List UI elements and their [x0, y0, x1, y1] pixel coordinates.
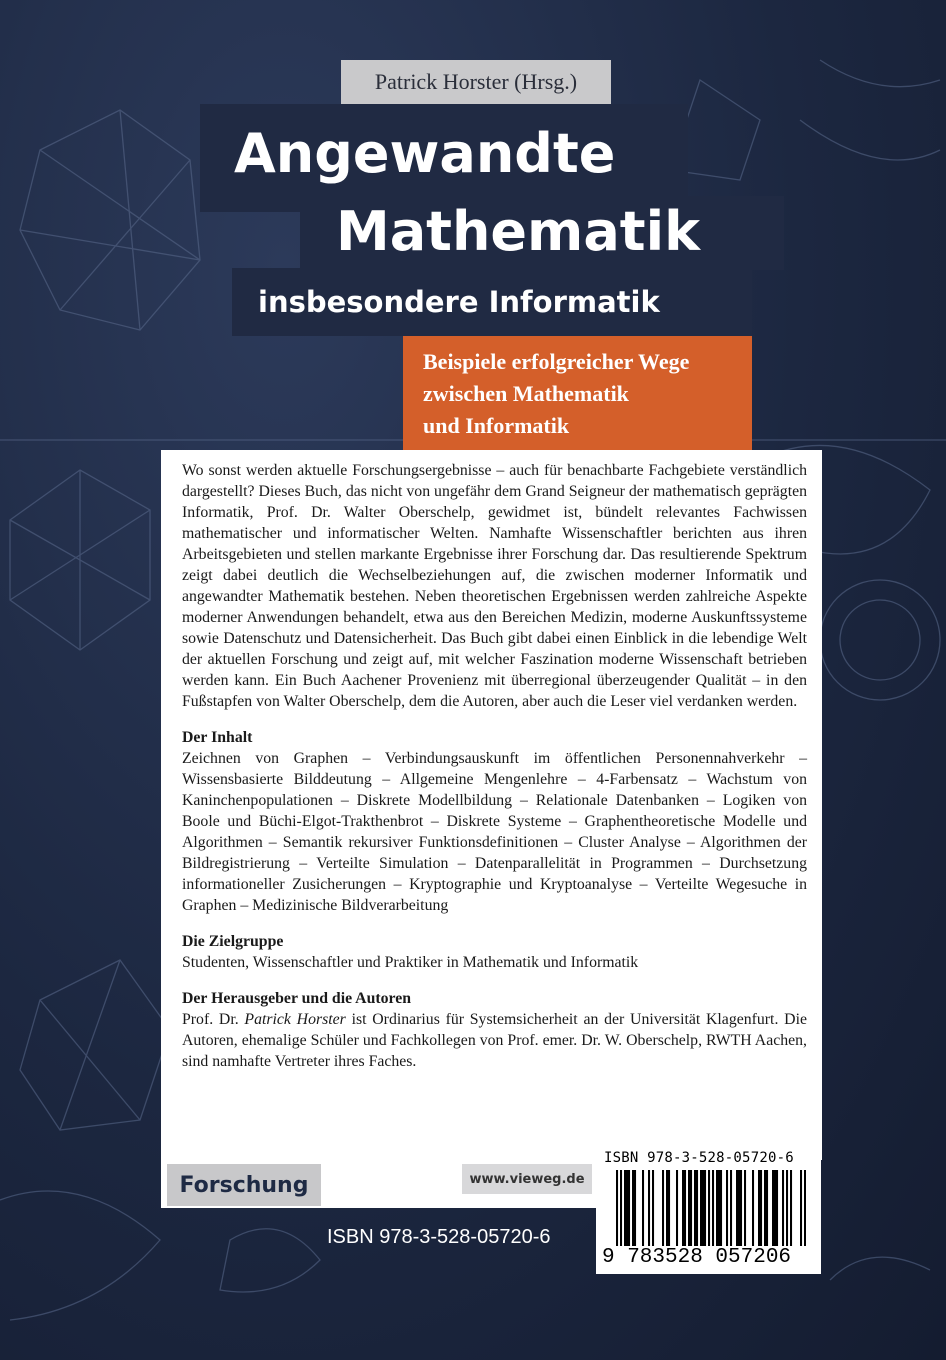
barcode-bar — [682, 1170, 684, 1246]
barcode-bar — [800, 1170, 802, 1246]
publisher-website: www.vieweg.de — [462, 1164, 592, 1194]
barcode-bar — [708, 1170, 710, 1246]
barcode-isbn-text: ISBN 978-3-528-05720-6 — [604, 1150, 794, 1166]
barcode-bar — [632, 1170, 634, 1246]
barcode-bar — [716, 1170, 718, 1246]
barcode-bar — [662, 1170, 664, 1246]
barcode-bar — [694, 1170, 696, 1246]
barcode-bar — [744, 1170, 746, 1246]
barcode-bar — [736, 1170, 738, 1246]
editor-heading: Der Herausgeber und die Autoren — [182, 990, 412, 1007]
barcode-bar — [774, 1170, 776, 1246]
barcode-bar — [782, 1170, 784, 1246]
tagline-line-2: zwischen Mathematik — [423, 381, 629, 406]
barcode-bar — [776, 1170, 778, 1246]
author-label: Patrick Horster (Hrsg.) — [341, 60, 611, 104]
barcode-bar — [704, 1170, 706, 1246]
barcode-bar — [624, 1170, 626, 1246]
barcode-digits: 9 783528 057206 — [602, 1246, 792, 1269]
barcode-bar — [752, 1170, 754, 1246]
barcode-bar — [696, 1170, 698, 1246]
barcode-bar — [634, 1170, 636, 1246]
book-subtitle: insbesondere Informatik — [258, 285, 660, 319]
book-title-line-2: Mathematik — [336, 200, 700, 263]
barcode-bar — [684, 1170, 686, 1246]
barcode-bar — [804, 1170, 806, 1246]
contents-text: Zeichnen von Graphen – Verbindungsauskunft im öffentlichen Personennahverkehr – Wissensbasierte Bilddeutung – Allgemeine Mengenlehre – 4-Farbensatz – Wachstum von Kaninchenpopulationen – Diskrete Modellbildung – Relationale Datenbanken – Logiken von Boole und Büchi-Elgot-Trakthenbrot – Diskrete Systeme – Graphentheoretische Modelle und Algorithmen – Semantik rekursiver Funktionsdefinitionen – Cluster Analyse – Algorithmen der Bildregistrierung – Verteilte Simulation – Datenparallelität in Programmen – Durchsetzung informationeller Zusicherungen – Kryptographie und Kryptoanalyse – Verteilte Wegesuche in Graphen – Medizinische Bildverarbeitung — [182, 750, 807, 914]
barcode-bar — [764, 1170, 766, 1246]
barcode-bar — [726, 1170, 728, 1246]
barcode-bar — [720, 1170, 722, 1246]
barcode-bar — [666, 1170, 668, 1246]
barcode-bar — [700, 1170, 702, 1246]
barcode-bar — [712, 1170, 714, 1246]
barcode-bar — [786, 1170, 788, 1246]
authors-text: Die Autoren, ehemalige Schüler und Fachkollegen von Prof. emer. Dr. W. Oberschelp, RWTH Aachen, sind namhafte Vertreter ihres Faches. — [182, 1011, 807, 1070]
book-title-line-1: Angewandte — [234, 122, 616, 185]
barcode-bars — [616, 1170, 806, 1246]
contents-heading: Der Inhalt — [182, 729, 253, 746]
tagline-box — [403, 336, 752, 450]
barcode-bar — [676, 1170, 678, 1246]
barcode-bar — [642, 1170, 644, 1246]
barcode-bar — [772, 1170, 774, 1246]
barcode-bar — [626, 1170, 628, 1246]
barcode-bar — [690, 1170, 692, 1246]
editor-name: Patrick Horster — [244, 1011, 346, 1028]
barcode-bar — [620, 1170, 622, 1246]
barcode — [596, 1146, 821, 1274]
barcode-bar — [790, 1170, 792, 1246]
barcode-bar — [668, 1170, 670, 1246]
intro-paragraph: Wo sonst werden aktuelle Forschungsergebnisse – auch für benachbarte Fachgebiete verständlich dargestellt? Dieses Buch, das nicht von ungefähr dem Grand Seigneur der mathematisch geprägten Informatik, Prof. Dr. Walter Oberschelp, gewidmet ist, bündelt relevantes Fachwissen mathematischer und informatischer Welten. Namhafte Wissenschaftler berichten aus ihren Arbeitsgebieten und stellen markante Ergebnisse ihrer Forschung dar. Das resultierende Spektrum zeigt dabei deutlich die Wechselbeziehungen auf, die zwischen moderner Informatik und angewandter Mathematik bestehen. Neben theoretischen Ergebnissen werden zahlreiche Aspekte moderner Anwendungen behandelt, etwa aus den Bereichen Medizin, moderne Auskunftssysteme sowie Datenschutz und Datensicherheit. Das Buch gibt dabei einen Einblick in die lebendige Welt der aktuellen Forschung und zeigt auf, mit welcher Faszination moderne Wissenschaft betrieben werden kann. Ein Buch Aachener Provenienz mit überregional überzeugender Qualität – in den Fußstapfen von Walter Oberschelp, dem die Autoren, aber auch die Leser viel verdanken werden. — [182, 462, 807, 710]
barcode-bar — [616, 1170, 618, 1246]
barcode-bar — [740, 1170, 742, 1246]
barcode-bar — [760, 1170, 762, 1246]
barcode-bar — [766, 1170, 768, 1246]
barcode-bar — [718, 1170, 720, 1246]
series-label: Forschung — [167, 1164, 321, 1206]
audience-text: Studenten, Wissenschaftler und Praktiker in Mathematik und Informatik — [182, 954, 639, 971]
barcode-bar — [758, 1170, 760, 1246]
barcode-bar — [730, 1170, 732, 1246]
barcode-bar — [702, 1170, 704, 1246]
barcode-bar — [648, 1170, 650, 1246]
tagline-line-3: und Informatik — [423, 413, 570, 438]
barcode-bar — [738, 1170, 740, 1246]
barcode-bar — [652, 1170, 654, 1246]
tagline-line-1: Beispiele erfolgreicher Wege — [423, 349, 690, 374]
editor-text — [182, 1009, 807, 1072]
editor-suffix: ist Ordinarius für Systemsicherheit an der Universität Klagenfurt. — [345, 1011, 779, 1028]
description-text — [182, 460, 807, 1072]
editor-prefix: Prof. Dr. — [182, 1011, 245, 1028]
audience-heading: Die Zielgruppe — [182, 933, 284, 950]
isbn-label: ISBN 978-3-528-05720-6 — [327, 1226, 551, 1248]
barcode-bar — [688, 1170, 690, 1246]
barcode-bar — [628, 1170, 630, 1246]
